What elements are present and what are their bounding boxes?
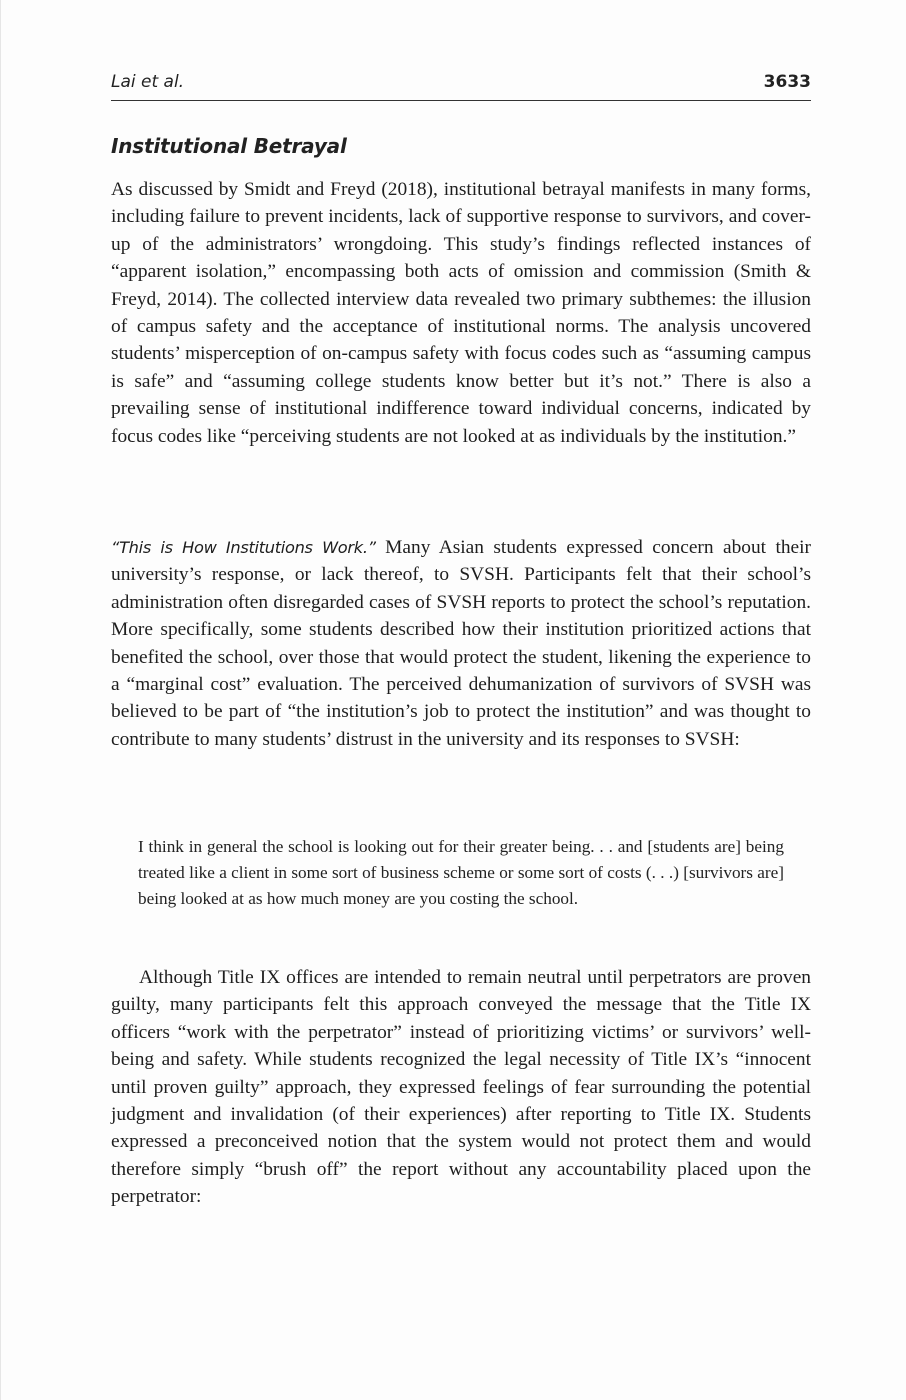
running-head-authors: Lai et al. <box>111 72 185 92</box>
subsection-heading: “This is How Institutions Work.” <box>111 538 376 557</box>
section-heading: Institutional Betrayal <box>111 134 347 158</box>
body-paragraph-2-text: Many Asian students expressed concern about their university’s response, or lack thereof, to SVSH. Participants felt that their school’s administration often disregarded cases of SVSH reports to protect the school’s reputation. More specifically, some students described how their institution prioritized actions that benefited the school, over those that would protect the student, likening the experience to a “marginal cost” evaluation. The perceived dehumanization of survivors of SVSH was believed to be part of “the institution’s job to protect the institution” and was thought to contribute to many students’ distrust in the university and its responses to SVSH: <box>111 537 811 750</box>
block-quote: I think in general the school is looking out for their greater being. . . and [students are] being treated like a client in some sort of business scheme or some sort of costs (. . .) [survivors are] being looked at as how much money are you costing the school. <box>138 837 784 908</box>
body-paragraph-1: As discussed by Smidt and Freyd (2018), institutional betrayal manifests in many forms, including failure to prevent incidents, lack of supportive response to survivors, and cover-up of the administrators’ wrongdoing. This study’s findings reflected instances of “apparent isolation,” encompassing both acts of omission and commission (Smith & Freyd, 2014). The collected interview data revealed two primary subthemes: the illusion of campus safety and the acceptance of institutional norms. The analysis uncovered students’ misperception of on-campus safety with focus codes such as “assuming campus is safe” and “assuming college students know better but it’s not.” There is also a prevailing sense of institutional indifference toward individual concerns, indicated by focus codes like “perceiving students are not looked at as individuals by the institution.” <box>111 179 811 447</box>
running-header <box>111 66 811 101</box>
page-number: 3633 <box>763 72 811 92</box>
body-paragraph-3: Although Title IX offices are intended to remain neutral until perpetrators are proven guilty, many participants felt this approach conveyed the message that the Title IX officers “work with the perpetrator” instead of prioritizing victims’ or survivors’ well-being and safety. While students recognized the legal necessity of Title IX’s “innocent until proven guilty” approach, they expressed feelings of fear surrounding the potential judgment and invalidation (of their experiences) after reporting to Title IX. Students expressed a preconceived notion that the system would not protect them and would therefore simply “brush off” the report without any accountability placed upon the perpetrator: <box>111 967 811 1208</box>
body-paragraph-2 <box>111 534 811 753</box>
